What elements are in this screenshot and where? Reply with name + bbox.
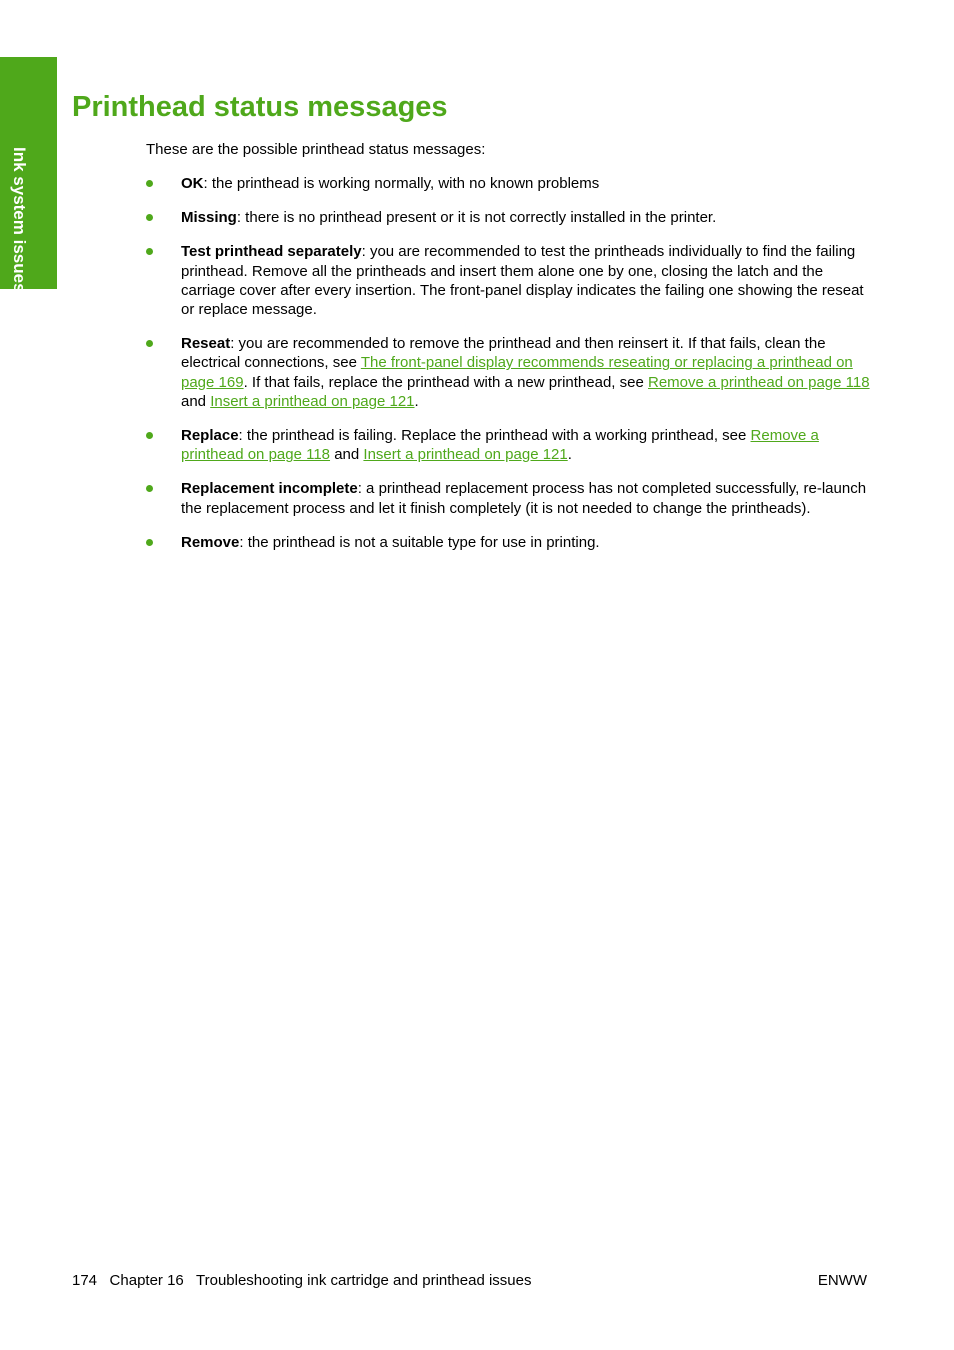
status-message-list xyxy=(146,174,871,567)
link-remove-printhead[interactable]: Remove a printhead on page 118 xyxy=(181,427,819,464)
description: : the printhead is not a suitable type for use in printing. xyxy=(239,533,600,551)
description: : you are recommended to remove the printhead and then reinsert it. If that fails, clean the electrical connections, see xyxy=(181,335,826,372)
link-insert-printhead[interactable]: Insert a printhead on page 121 xyxy=(363,446,568,464)
list-item-ok xyxy=(146,174,871,193)
list-item-test-separately xyxy=(146,242,871,319)
side-tab-label: Ink system issues xyxy=(10,147,29,293)
chapter-title: Troubleshooting ink cartridge and printhead issues xyxy=(196,1272,532,1289)
bullet-icon xyxy=(146,485,153,492)
side-tab xyxy=(0,57,57,293)
description: : the printhead is working normally, with no known problems xyxy=(203,175,600,192)
link-insert-printhead[interactable]: Insert a printhead on page 121 xyxy=(210,392,415,410)
bullet-icon xyxy=(146,432,153,439)
link-reseat-or-replace[interactable]: The front-panel display recommends reseating or replacing a printhead on page 169 xyxy=(181,354,853,391)
description: : a printhead replacement process has not completed successfully, re-launch the replacement process and let it finish completely (it is not needed to change the printheads). xyxy=(181,480,867,517)
description: . xyxy=(414,392,419,410)
list-item-remove xyxy=(146,533,871,552)
description: : there is no printhead present or it is not correctly installed in the printer. xyxy=(236,209,717,227)
list-item-missing xyxy=(146,208,871,227)
intro-text: These are the possible printhead status messages: xyxy=(146,141,486,158)
bullet-icon xyxy=(146,539,153,546)
footer-right: ENWW xyxy=(817,1272,867,1289)
term: Remove xyxy=(181,533,240,551)
page-footer xyxy=(72,1272,867,1289)
bullet-icon xyxy=(146,214,153,221)
bullet-icon xyxy=(146,180,153,187)
description: : you are recommended to test the printheads individually to find the failing printhead. Remove all the printheads and insert them alone one by one, closing the latch and the carriage cover after every insertion. The front-panel display indicates the failing one showing the reseat or replace message. xyxy=(181,243,864,319)
term: Test printhead separately xyxy=(181,243,362,261)
footer-left xyxy=(72,1272,531,1289)
description: . xyxy=(567,446,572,464)
bullet-icon xyxy=(146,340,153,347)
term: Missing xyxy=(181,209,237,227)
bullet-icon xyxy=(146,248,153,255)
list-item-reseat xyxy=(146,334,871,411)
term: OK xyxy=(181,175,204,192)
chapter-label: Chapter 16 xyxy=(109,1272,184,1289)
term: Replacement incomplete xyxy=(181,480,358,498)
page-title: Printhead status messages xyxy=(72,91,448,123)
link-remove-printhead[interactable]: Remove a printhead on page 118 xyxy=(648,373,870,391)
description: : the printhead is failing. Replace the printhead with a working printhead, see xyxy=(238,427,751,445)
description: and xyxy=(181,392,211,410)
list-item-replacement-incomplete xyxy=(146,479,871,517)
page-number: 174 xyxy=(72,1272,98,1289)
list-item-replace xyxy=(146,426,871,464)
description: . If that fails, replace the printhead with a new printhead, see xyxy=(243,373,648,391)
term: Reseat xyxy=(181,335,231,353)
description: and xyxy=(330,446,364,464)
term: Replace xyxy=(181,427,239,445)
